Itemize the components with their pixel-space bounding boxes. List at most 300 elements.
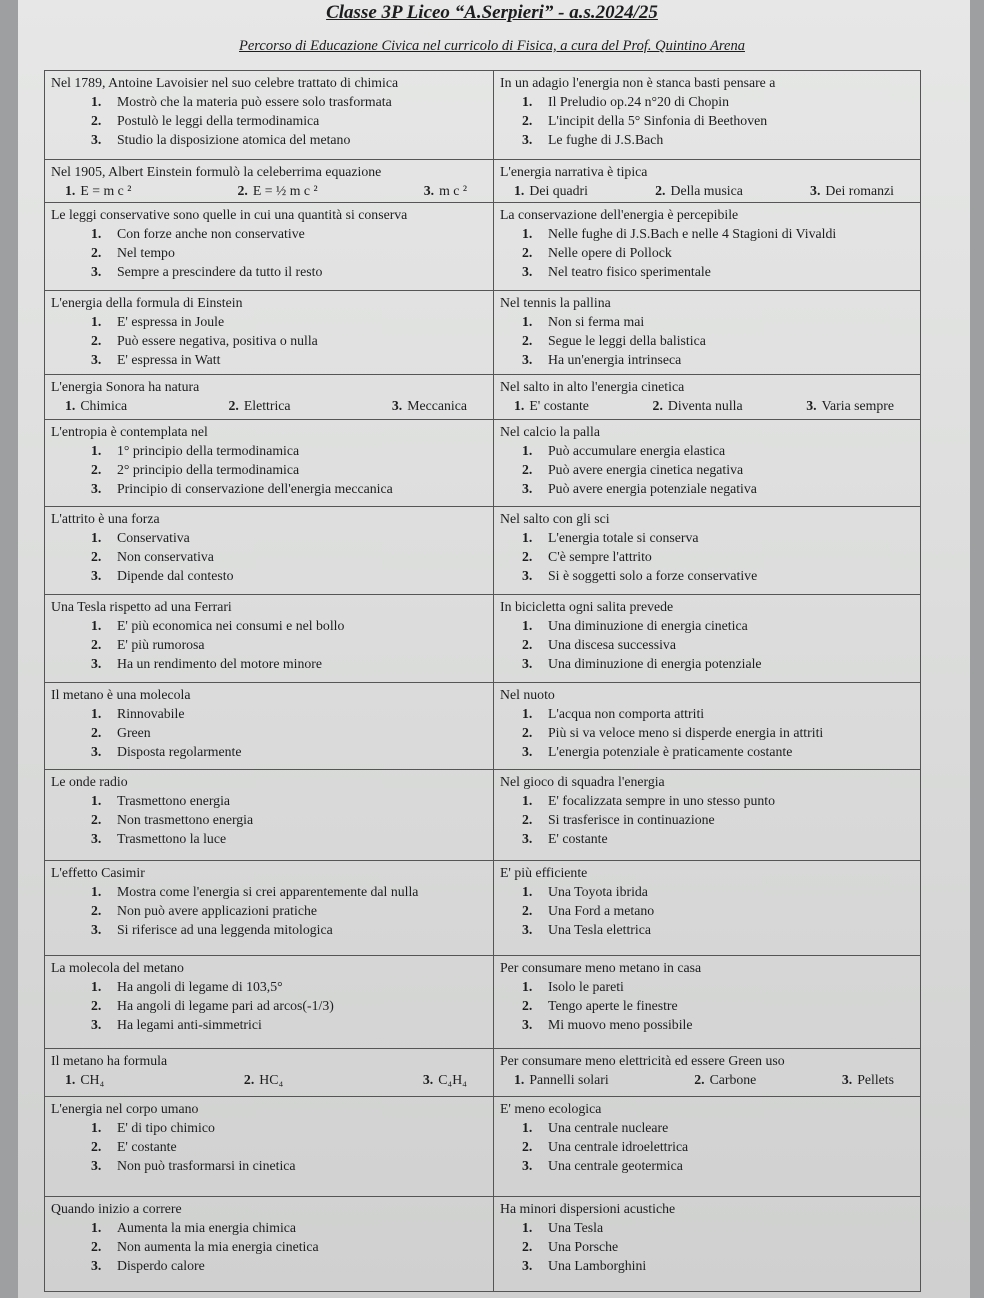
answer-option [91, 566, 487, 585]
question-text: Il metano è una molecola [51, 687, 191, 703]
option-text: Sempre a prescindere da tutto il resto [117, 264, 323, 280]
option-number: 3. [91, 1257, 102, 1273]
question-cell-left [45, 203, 494, 291]
option-text: Può accumulare energia elastica [548, 442, 726, 458]
table-row [45, 770, 921, 861]
answer-option [91, 791, 487, 810]
question-text: Il metano ha formula [51, 1053, 168, 1069]
answer-options [51, 396, 487, 415]
option-number: 1. [522, 94, 533, 109]
option-text: Una Lamborghini [548, 1257, 647, 1273]
option-text: Ha angoli di legame di 103,5° [117, 979, 283, 995]
question-cell-left [45, 861, 494, 956]
option-number: 3. [91, 922, 102, 938]
option-text: 2° principio della termodinamica [117, 461, 300, 477]
question-cell-right [494, 594, 921, 683]
answer-option [91, 901, 487, 920]
answer-option [522, 654, 914, 673]
table-row [45, 683, 921, 770]
option-text: Ha angoli di legame pari ad arcos(-1/3) [117, 998, 334, 1014]
option-number: 1. [522, 793, 533, 809]
option-text: Non si ferma mai [548, 314, 645, 330]
option-text: Ha legami anti-simmetrici [117, 1017, 262, 1033]
quiz-body [45, 71, 921, 1292]
table-row [45, 291, 921, 375]
option-text: E = ½ m c ² [252, 182, 318, 198]
option-text: Una Toyota ibrida [548, 884, 648, 900]
option-number: 3. [522, 1017, 533, 1033]
question-text: L'energia nel corpo umano [51, 1100, 199, 1116]
option-text: Si è soggetti solo a forze conservative [548, 567, 758, 583]
option-number: 1. [522, 884, 533, 900]
answer-option [522, 829, 914, 848]
option-text: E = m c ² [80, 182, 132, 198]
question-cell-right [494, 770, 921, 861]
option-number: 1. [65, 398, 76, 414]
answer-option [91, 1118, 487, 1137]
question-text: Per consumare meno metano in casa [500, 960, 702, 976]
option-number: 3. [806, 398, 817, 414]
question-cell-right [494, 861, 921, 956]
option-text: E' di tipo chimico [117, 1119, 215, 1135]
option-text: Isolo le pareti [548, 979, 624, 995]
question-cell-right [494, 71, 921, 160]
question-text: L'effetto Casimir [51, 865, 145, 881]
option-text: Dei romanzi [825, 182, 894, 198]
answer-option [91, 224, 487, 243]
answer-option [522, 312, 914, 331]
question-text: E' più efficiente [500, 865, 588, 881]
option-number: 3. [522, 567, 533, 583]
option-number: 2. [522, 1238, 533, 1254]
option-number: 2. [694, 1072, 705, 1088]
option-number: 2. [243, 1072, 255, 1088]
option-number: 3. [522, 655, 533, 671]
option-number: 3. [810, 182, 821, 198]
question-cell-right [494, 159, 921, 202]
option-text: Pannelli solari [529, 1072, 609, 1088]
question-text: La conservazione dell'energia è percepibile [500, 207, 739, 223]
answer-option [91, 723, 487, 742]
option-text: Non aumenta la mia energia cinetica [117, 1238, 319, 1254]
option-number: 2. [91, 461, 102, 477]
question-cell-left [45, 1049, 494, 1097]
answer-option [522, 791, 914, 810]
question-text: Nel 1789, Antoine Lavoisier nel suo celebre trattato di chimica [51, 75, 399, 90]
question-cell-left [45, 770, 494, 861]
option-number: 2. [655, 182, 666, 198]
option-number: 1. [91, 979, 102, 995]
table-row [45, 203, 921, 291]
option-number: 1. [522, 1119, 533, 1135]
answer-option [842, 1070, 894, 1089]
option-number: 3. [91, 655, 102, 671]
option-number: 3. [423, 182, 435, 198]
option-number: 3. [522, 132, 533, 147]
option-number: 1. [91, 793, 102, 809]
table-row [45, 71, 921, 160]
question-text: Nel nuoto [500, 687, 555, 703]
option-number: 1. [514, 398, 525, 414]
option-number: 3. [91, 744, 102, 760]
option-text: Una centrale nucleare [548, 1119, 669, 1135]
answer-option [65, 396, 127, 415]
answer-option [522, 460, 914, 479]
answer-option [91, 92, 487, 111]
option-text: Una centrale geotermica [548, 1157, 683, 1173]
answer-option [91, 654, 487, 673]
question-cell-right [494, 291, 921, 375]
question-text: E' meno ecologica [500, 1100, 602, 1116]
answer-option [514, 396, 589, 415]
option-text: Una centrale idroelettrica [548, 1138, 689, 1154]
question-text: Per consumare meno elettricità ed essere Green uso [500, 1053, 785, 1069]
answer-option [514, 181, 588, 200]
option-text: Una Ford a metano [548, 903, 655, 919]
answer-option [522, 547, 914, 566]
question-text: Nel salto in alto l'energia cinetica [500, 379, 685, 395]
answer-options [500, 396, 914, 415]
question-cell-right [494, 1096, 921, 1196]
question-text: Le leggi conservative sono quelle in cui una quantità si conserva [51, 207, 408, 223]
option-number: 2. [228, 398, 239, 414]
option-number: 2. [91, 725, 102, 741]
option-text: Una diminuzione di energia potenziale [548, 655, 762, 671]
question-text: L'energia narrativa è tipica [500, 163, 648, 179]
option-text: Carbone [709, 1072, 757, 1088]
option-number: 1. [514, 182, 525, 198]
answer-option [423, 1070, 467, 1089]
option-text: Una diminuzione di energia cinetica [548, 617, 748, 633]
option-text: E' costante [117, 1138, 177, 1154]
option-text: E' costante [529, 398, 589, 414]
answer-option [91, 996, 487, 1015]
answer-option [522, 528, 914, 547]
answer-option [694, 1070, 756, 1089]
question-cell-left [45, 506, 494, 594]
option-text: Chimica [80, 398, 128, 414]
page-title: Classe 3P Liceo “A.Serpieri” - a.s.2024/25 [326, 2, 658, 23]
option-text: Meccanica [407, 398, 467, 414]
question-text: Nel 1905, Albert Einstein formulò la celeberrima equazione [51, 163, 382, 179]
answer-option [522, 882, 914, 901]
answer-option [653, 396, 743, 415]
answer-option [522, 616, 914, 635]
option-text: Conservativa [117, 529, 190, 545]
answer-option [522, 723, 914, 742]
answer-option [522, 1137, 914, 1156]
option-number: 2. [522, 812, 533, 828]
question-text: Nel gioco di squadra l'energia [500, 774, 665, 790]
answer-option [91, 350, 487, 369]
option-number: 1. [522, 442, 533, 458]
question-cell-right [494, 956, 921, 1049]
answer-option [522, 566, 914, 585]
option-text: 1° principio della termodinamica [117, 442, 300, 458]
answer-option [91, 616, 487, 635]
option-text: Le fughe di J.S.Bach [548, 132, 664, 147]
question-cell-left [45, 956, 494, 1049]
answer-option [392, 396, 467, 415]
option-number: 3. [522, 831, 533, 847]
option-number: 1. [65, 182, 76, 198]
option-number: 2. [522, 548, 533, 564]
question-text: Nel salto con gli sci [500, 510, 610, 526]
option-number: 3. [522, 352, 533, 368]
quiz-table [44, 70, 921, 1292]
question-text: L'energia Sonora ha natura [51, 379, 200, 395]
answer-option [91, 1137, 487, 1156]
option-number: 2. [91, 998, 102, 1014]
question-cell-right [494, 683, 921, 770]
option-text: Non può avere applicazioni pratiche [117, 903, 317, 919]
answer-option [91, 1256, 487, 1275]
option-text: Disposta regolarmente [117, 744, 242, 760]
answer-option [522, 243, 914, 262]
answer-option [514, 1070, 609, 1089]
option-number: 2. [522, 1138, 533, 1154]
question-cell-right [494, 1049, 921, 1097]
option-text: E' più economica nei consumi e nel bollo [117, 617, 345, 633]
question-text: In bicicletta ogni salita prevede [500, 598, 674, 614]
answer-options [51, 181, 487, 200]
option-text: Ha un rendimento del motore minore [117, 655, 322, 671]
option-text: Dipende dal contesto [117, 567, 234, 583]
option-number: 1. [522, 706, 533, 722]
option-number: 1. [91, 94, 102, 109]
answer-option [91, 528, 487, 547]
option-text: Una Porsche [548, 1238, 619, 1254]
answer-option [91, 977, 487, 996]
question-text: Una Tesla rispetto ad una Ferrari [51, 598, 232, 614]
option-text: Studio la disposizione atomica del metano [117, 132, 351, 147]
answer-option [91, 882, 487, 901]
answer-option [522, 224, 914, 243]
question-cell-right [494, 419, 921, 506]
question-cell-right [494, 375, 921, 419]
option-text: Può essere negativa, positiva o nulla [117, 333, 318, 349]
option-text: Disperdo calore [117, 1257, 205, 1273]
table-row [45, 1049, 921, 1097]
option-number: 1. [522, 529, 533, 545]
option-number: 1. [91, 442, 102, 458]
answer-option [237, 181, 317, 200]
option-text: CH₄ [80, 1072, 105, 1088]
option-text: Ha un'energia intrinseca [548, 352, 682, 368]
option-number: 2. [522, 903, 533, 919]
option-text: Non può trasformarsi in cinetica [117, 1157, 296, 1173]
answer-option [91, 111, 487, 130]
option-text: C'è sempre l'attrito [548, 548, 652, 564]
option-text: Nel teatro fisico sperimentale [548, 264, 711, 280]
option-text: Pellets [857, 1072, 894, 1088]
question-text: L'attrito è una forza [51, 510, 160, 526]
answer-option [806, 396, 894, 415]
answer-option [65, 181, 131, 200]
option-text: Può avere energia cinetica negativa [548, 461, 744, 477]
option-number: 1. [522, 1219, 533, 1235]
question-cell-right [494, 203, 921, 291]
option-text: Rinnovabile [117, 706, 185, 722]
option-number: 1. [91, 226, 102, 242]
option-number: 3. [422, 1072, 434, 1088]
option-number: 3. [91, 132, 102, 147]
option-number: 2. [91, 1238, 102, 1254]
answer-option [244, 1070, 283, 1089]
option-text: Con forze anche non conservative [117, 226, 305, 242]
question-text: Ha minori dispersioni acustiche [500, 1200, 676, 1216]
answer-option [522, 331, 914, 350]
option-number: 1. [522, 979, 533, 995]
answer-option [522, 635, 914, 654]
option-text: Si trasferisce in continuazione [548, 812, 715, 828]
answer-options [51, 1070, 487, 1089]
option-text: Postulò le leggi della termodinamica [117, 113, 320, 128]
table-row [45, 419, 921, 506]
option-text: Il Preludio op.24 n°20 di Chopin [548, 94, 730, 109]
option-text: m c ² [439, 182, 467, 198]
option-number: 2. [237, 182, 248, 198]
option-text: Aumenta la mia energia chimica [117, 1219, 297, 1235]
option-number: 1. [91, 617, 102, 633]
option-number: 2. [91, 1138, 102, 1154]
answer-option [91, 243, 487, 262]
option-number: 1. [91, 529, 102, 545]
option-number: 2. [522, 636, 533, 652]
answer-option [522, 1218, 914, 1237]
option-number: 2. [522, 725, 533, 741]
option-text: E' espressa in Watt [117, 352, 221, 368]
answer-option [522, 111, 914, 130]
option-text: Della musica [670, 182, 743, 198]
option-number: 2. [522, 998, 533, 1014]
answer-option [522, 977, 914, 996]
question-text: In un adagio l'energia non è stanca basti pensare a [500, 75, 776, 90]
answer-option [91, 460, 487, 479]
answer-option [522, 1156, 914, 1175]
answer-option [91, 635, 487, 654]
option-number: 3. [522, 480, 533, 496]
question-cell-left [45, 594, 494, 683]
question-cell-left [45, 1196, 494, 1291]
option-number: 3. [522, 1157, 533, 1173]
question-text: Quando inizio a correre [51, 1200, 182, 1216]
answer-option [91, 810, 487, 829]
option-text: E' espressa in Joule [117, 314, 225, 330]
question-text: L'energia della formula di Einstein [51, 295, 243, 311]
option-number: 1. [514, 1072, 525, 1088]
option-number: 2. [522, 113, 533, 128]
question-text: Nel tennis la pallina [500, 295, 611, 311]
answer-option [522, 262, 914, 281]
option-text: Green [117, 725, 151, 741]
option-number: 1. [65, 1072, 76, 1088]
answer-option [91, 1156, 487, 1175]
answer-option [91, 331, 487, 350]
table-row [45, 594, 921, 683]
answer-option [522, 92, 914, 111]
option-text: HC₄ [259, 1072, 284, 1088]
question-cell-left [45, 291, 494, 375]
question-cell-left [45, 71, 494, 160]
table-row [45, 956, 921, 1049]
option-number: 2. [91, 636, 102, 652]
answer-option [522, 920, 914, 939]
answer-option [91, 1015, 487, 1034]
option-text: Dei quadri [529, 182, 588, 198]
answer-option [522, 350, 914, 369]
option-text: Nelle fughe di J.S.Bach e nelle 4 Stagioni di Vivaldi [548, 226, 837, 242]
question-text: La molecola del metano [51, 960, 184, 976]
question-text: L'entropia è contemplata nel [51, 423, 208, 439]
option-number: 1. [522, 314, 533, 330]
question-text: Nel calcio la palla [500, 423, 600, 439]
option-text: Elettrica [243, 398, 291, 414]
answer-options [500, 181, 914, 200]
answer-option [91, 742, 487, 761]
option-text: Nel tempo [117, 245, 175, 261]
answer-option [522, 1118, 914, 1137]
option-number: 3. [91, 352, 102, 368]
option-number: 3. [91, 1017, 102, 1033]
option-number: 2. [652, 398, 663, 414]
option-number: 3. [91, 264, 102, 280]
option-number: 1. [91, 884, 102, 900]
option-number: 3. [91, 1157, 102, 1173]
answer-option [65, 1070, 104, 1089]
option-number: 3. [91, 480, 102, 496]
option-text: Una discesa successiva [548, 636, 676, 652]
option-number: 3. [522, 264, 533, 280]
option-text: Mi muovo meno possibile [548, 1017, 693, 1033]
option-number: 2. [522, 461, 533, 477]
option-text: Tengo aperte le finestre [548, 998, 678, 1014]
option-text: Trasmettono la luce [117, 831, 227, 847]
option-text: Una Tesla [548, 1219, 604, 1235]
option-text: L'energia potenziale è praticamente costante [548, 744, 793, 760]
option-number: 2. [91, 333, 102, 349]
answer-option [91, 704, 487, 723]
answer-option [522, 901, 914, 920]
option-number: 3. [522, 744, 533, 760]
answer-option [522, 810, 914, 829]
option-number: 1. [91, 1119, 102, 1135]
option-text: Mostrò che la materia può essere solo trasformata [117, 94, 392, 109]
table-row [45, 506, 921, 594]
option-number: 1. [522, 617, 533, 633]
question-cell-left [45, 419, 494, 506]
table-row [45, 159, 921, 202]
answer-option [91, 130, 487, 149]
answer-option [522, 996, 914, 1015]
table-row [45, 375, 921, 419]
answer-option [522, 1256, 914, 1275]
page-subtitle: Percorso di Educazione Civica nel curricolo di Fisica, a cura del Prof. Quintino Arena [239, 38, 745, 54]
option-text: Non trasmettono energia [117, 812, 254, 828]
question-cell-left [45, 683, 494, 770]
answer-option [522, 1237, 914, 1256]
option-number: 1. [91, 706, 102, 722]
answer-option [91, 1218, 487, 1237]
option-text: Può avere energia potenziale negativa [548, 480, 757, 496]
question-cell-right [494, 506, 921, 594]
option-number: 3. [841, 1072, 853, 1088]
option-text: L'energia totale si conserva [548, 529, 699, 545]
option-text: Trasmettono energia [117, 793, 231, 809]
option-text: C₄H₄ [438, 1072, 467, 1088]
option-number: 2. [91, 812, 102, 828]
option-number: 2. [91, 245, 102, 261]
